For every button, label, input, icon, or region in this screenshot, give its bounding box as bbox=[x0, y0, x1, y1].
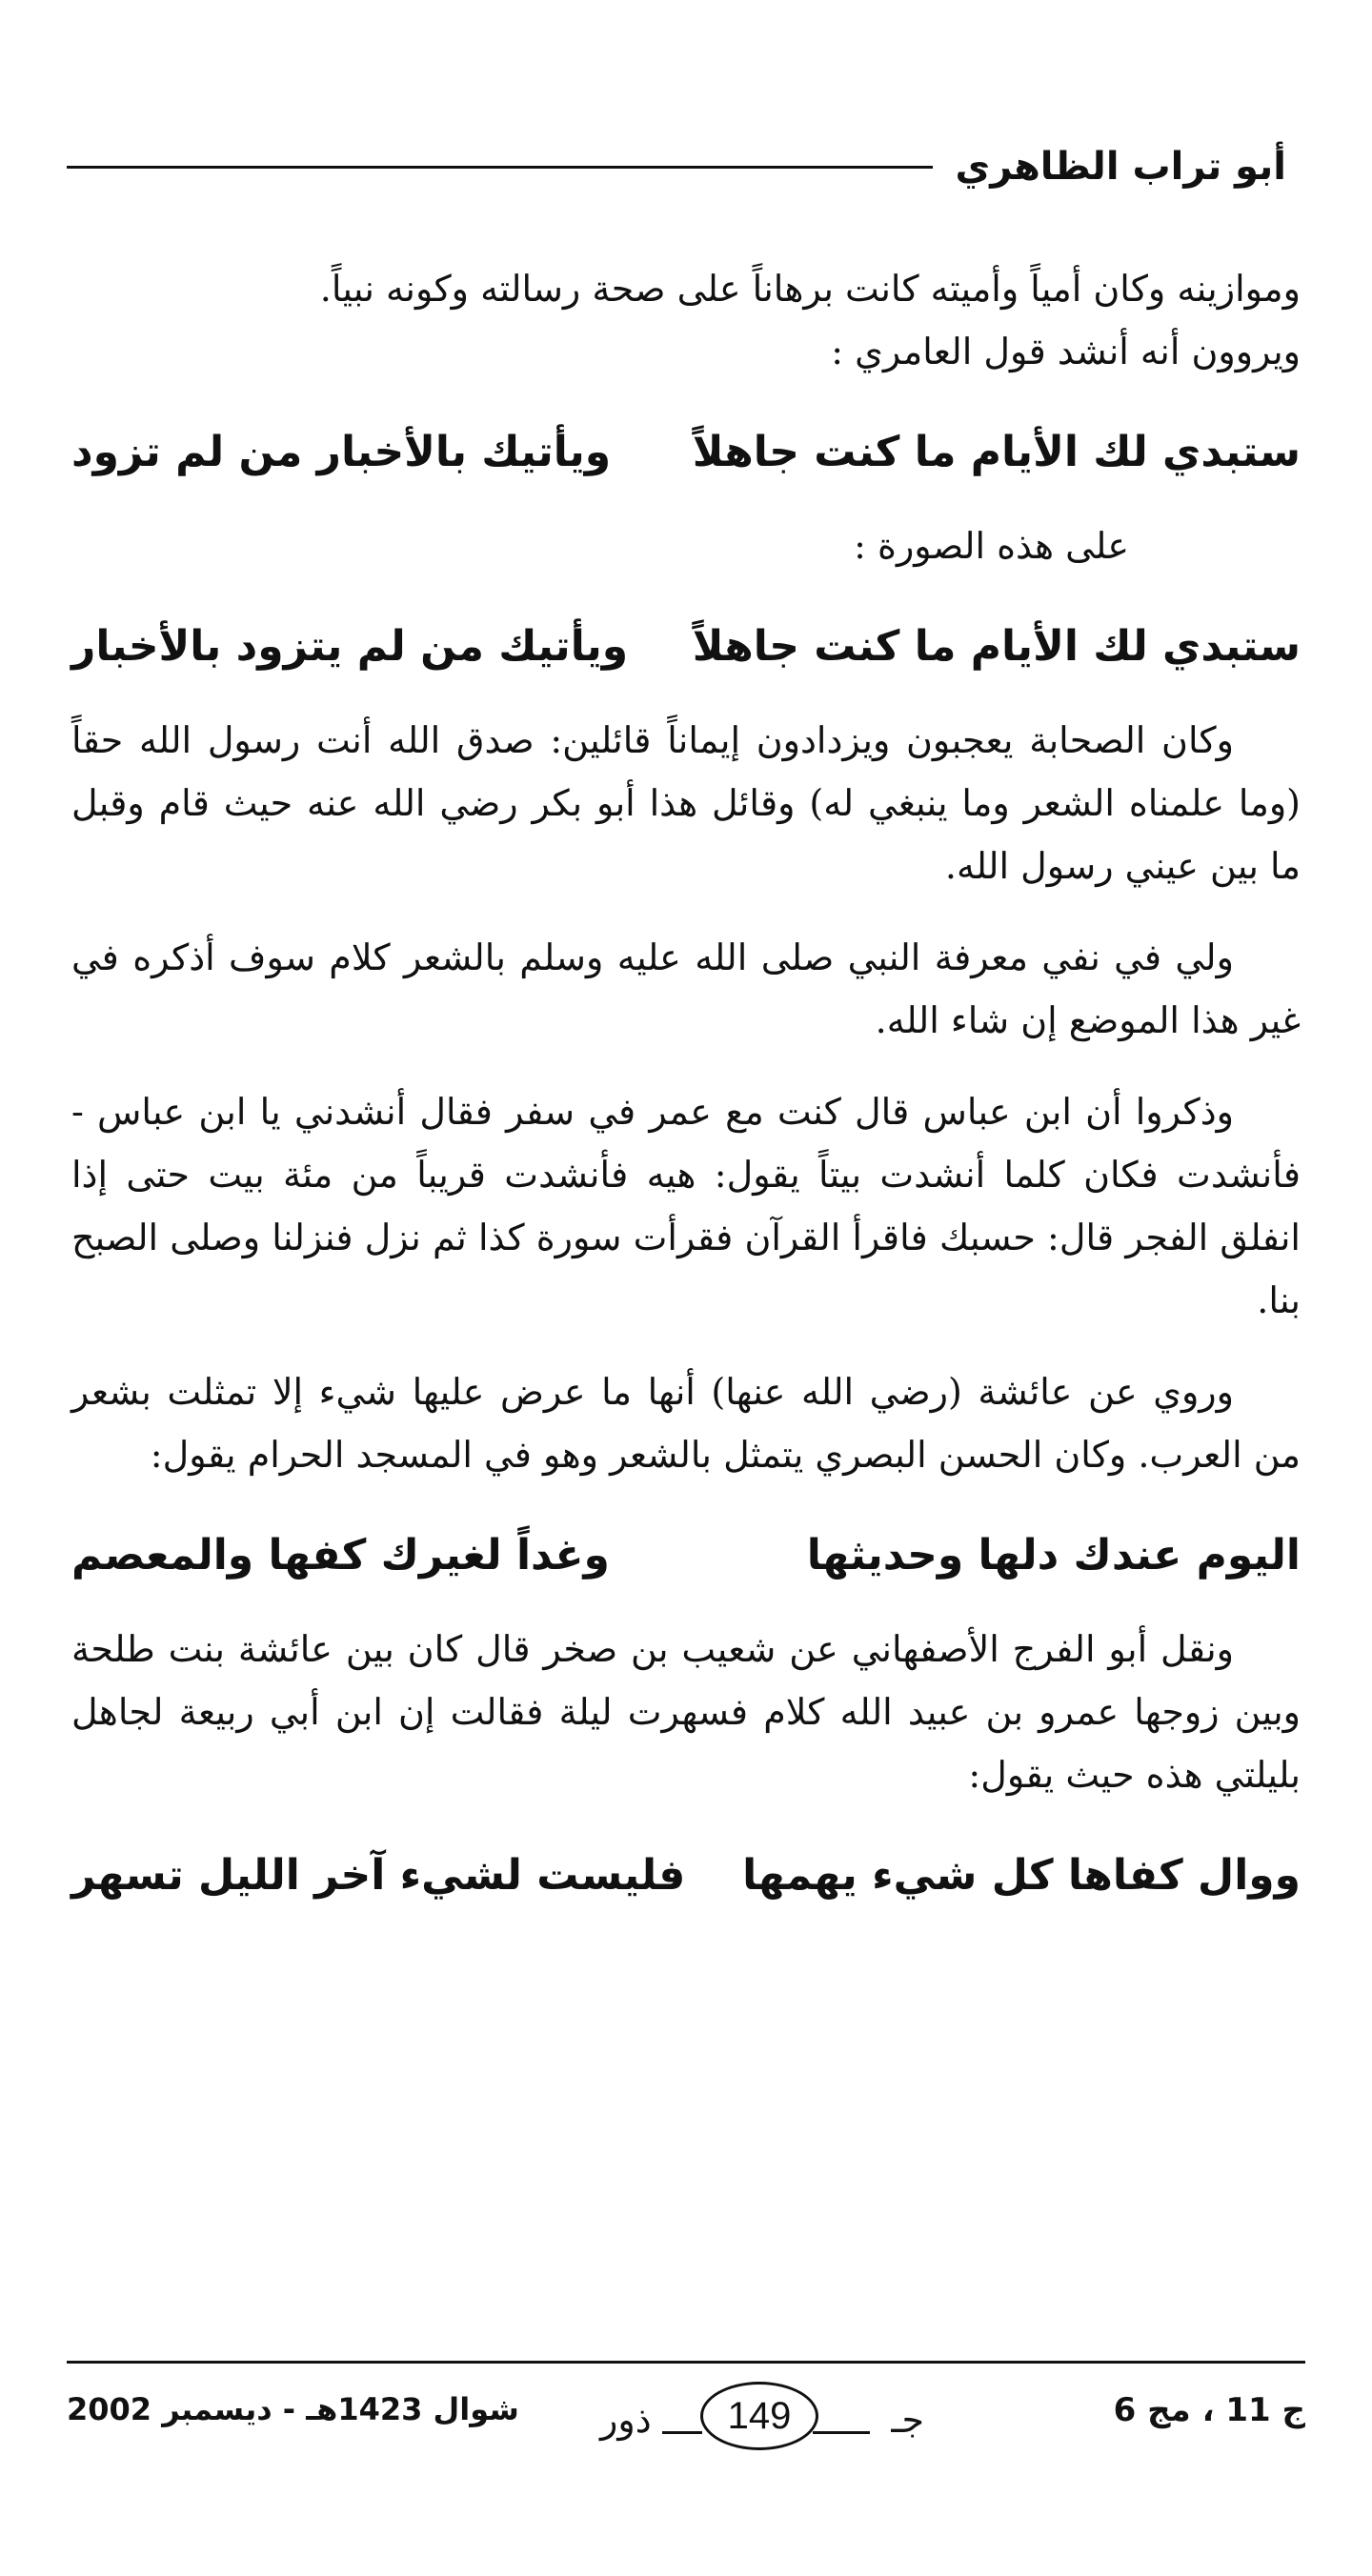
verse-1 bbox=[71, 419, 1301, 486]
header-rule bbox=[67, 166, 933, 169]
magazine-mark bbox=[600, 2380, 924, 2456]
verse-3 bbox=[71, 1522, 1301, 1589]
magazine-name-right: جـ bbox=[891, 2399, 924, 2441]
verse-1-second-hemistich: ويأتيك بالأخبار من لم تزود bbox=[71, 428, 612, 476]
verse-4 bbox=[71, 1842, 1301, 1909]
paragraph-6: وذكروا أن ابن عباس قال كنت مع عمر في سفر فقال أنشدني يا ابن عباس - فأنشدت فكان كلما أنشدت بيتاً يقول: هيه فأنشدت قريباً من مئة بيت حتى إذا انفلق الفجر قال: حسبك فاقرأ القرآن فقرأت سورة كذا ثم نزل فنزلنا وصلى الصبح بنا. bbox=[71, 1091, 1301, 1321]
verse-3-second-hemistich: وغداً لغيرك كفها والمعصم bbox=[71, 1531, 610, 1580]
header-author: أبو تراب الظاهري bbox=[955, 145, 1286, 189]
paragraph-8: ونقل أبو الفرج الأصفهاني عن شعيب بن صخر قال كان بين عائشة بنت طلحة وبين زوجها عمرو بن عبيد الله كلام فسهرت ليلة فقالت إن ابن أبي ربيعة لجاهل بليلتي هذه حيث يقول: bbox=[71, 1628, 1301, 1796]
volume-label: ج 11 ، مج 6 bbox=[1113, 2391, 1305, 2429]
verse-2 bbox=[71, 614, 1301, 680]
verse-4-second-hemistich: فليست لشيء آخر الليل تسهر bbox=[71, 1851, 686, 1900]
page-body bbox=[71, 257, 1301, 1938]
verse-1-first-hemistich: ستبدي لك الأيام ما كنت جاهلاً bbox=[692, 428, 1301, 476]
magazine-line-left bbox=[662, 2431, 702, 2434]
verse-2-first-hemistich: ستبدي لك الأيام ما كنت جاهلاً bbox=[692, 622, 1301, 671]
paragraph-7: وروي عن عائشة (رضي الله عنها) أنها ما عرض عليها شيء إلا تمثلت بشعر من العرب. وكان الحسن البصري يتمثل بالشعر وهو في المسجد الحرام يقول: bbox=[71, 1371, 1301, 1476]
magazine-line-right bbox=[813, 2431, 870, 2434]
paragraph-5: ولي في نفي معرفة النبي صلى الله عليه وسلم بالشعر كلام سوف أذكره في غير هذا الموضع إن شاء الله. bbox=[71, 936, 1301, 1041]
verse-3-first-hemistich: اليوم عندك دلها وحديثها bbox=[806, 1531, 1301, 1580]
issue-date: شوال 1423هـ - ديسمبر 2002 bbox=[67, 2391, 519, 2427]
running-header bbox=[67, 138, 1286, 195]
magazine-name-left: ذور bbox=[600, 2399, 652, 2441]
paragraph-3: على هذه الصورة : bbox=[854, 525, 1129, 567]
page-number: 149 bbox=[700, 2382, 818, 2450]
page-footer bbox=[67, 2380, 1305, 2456]
verse-4-first-hemistich: ووال كفاها كل شيء يهمها bbox=[742, 1851, 1301, 1900]
paragraph-2: ويروون أنه أنشد قول العامري : bbox=[831, 331, 1301, 372]
paragraph-4: وكان الصحابة يعجبون ويزدادون إيماناً قائلين: صدق الله أنت رسول الله حقاً (وما علمناه الشعر وما ينبغي له) وقائل هذا أبو بكر رضي الله عنه حيث قام وقبل ما بين عيني رسول الله. bbox=[71, 719, 1301, 887]
paragraph-1: وموازينه وكان أمياً وأميته كانت برهاناً على صحة رسالته وكونه نبياً. bbox=[319, 268, 1301, 310]
footer-rule bbox=[67, 2361, 1305, 2364]
verse-2-second-hemistich: ويأتيك من لم يتزود بالأخبار bbox=[71, 622, 629, 671]
